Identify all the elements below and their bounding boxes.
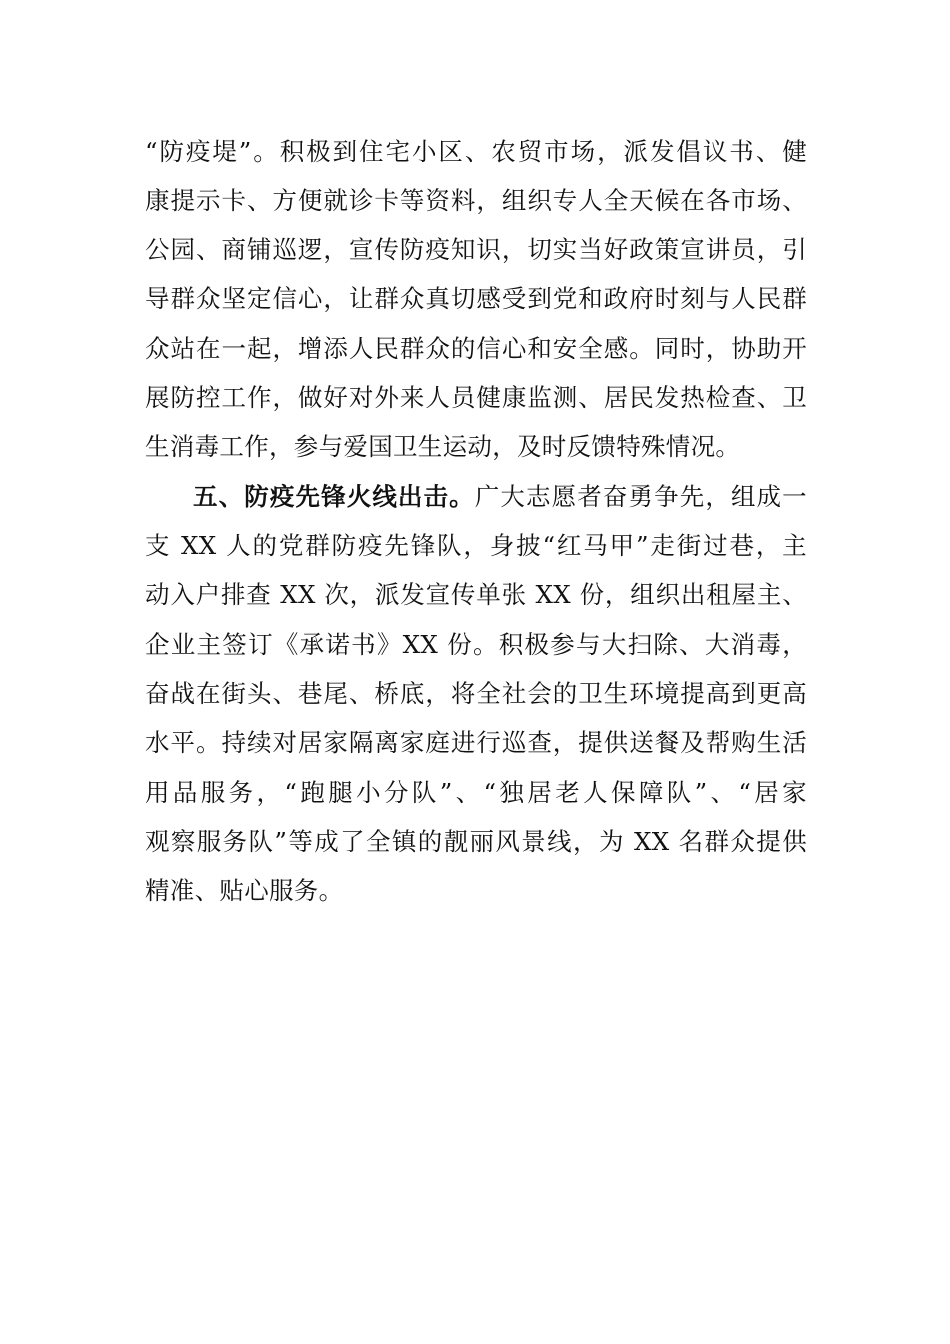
paragraph-1-line-7: 生消毒工作，参与爱国卫生运动，及时反馈特殊情况。	[145, 432, 741, 461]
paragraph-1-line-5: 众站在一起，增添人民群众的信心和安全感。同时，协助开	[145, 334, 807, 363]
paragraph-2-line-3: 动入户排查 XX 次，派发宣传单张 XX 份，组织出租屋主、	[145, 580, 807, 609]
paragraph-1-line-3: 公园、商铺巡逻，宣传防疫知识，切实当好政策宣讲员，引	[145, 235, 807, 264]
paragraph-2-line-9: 精准、贴心服务。	[145, 876, 344, 905]
paragraph-1-line-6: 展防控工作，做好对外来人员健康监测、居民发热检查、卫	[145, 383, 807, 412]
paragraph-2-line-4: 企业主签订《承诺书》XX 份。积极参与大扫除、大消毒，	[145, 630, 807, 659]
paragraph-2-line-6: 水平。持续对居家隔离家庭进行巡查，提供送餐及帮购生活	[145, 728, 807, 757]
paragraph-2-line-1	[193, 477, 807, 517]
paragraph-2-line-1-text: 广大志愿者奋勇争先，组成一	[474, 482, 807, 511]
paragraph-2-line-2: 支 XX 人的党群防疫先锋队，身披“红马甲”走街过巷，主	[145, 531, 807, 560]
paragraph-1-line-1: “防疫堤”。积极到住宅小区、农贸市场，派发倡议书、健	[145, 137, 807, 166]
paragraph-1-line-2: 康提示卡、方便就诊卡等资料，组织专人全天候在各市场、	[145, 186, 807, 215]
paragraph-2-line-8: 观察服务队”等成了全镇的靓丽风景线，为 XX 名群众提供	[145, 827, 807, 856]
paragraph-2-line-7: 用品服务，“跑腿小分队”、“独居老人保障队”、“居家	[145, 778, 807, 807]
paragraph-1-line-4: 导群众坚定信心，让群众真切感受到党和政府时刻与人民群	[145, 284, 807, 313]
paragraph-2-line-5: 奋战在街头、巷尾、桥底，将全社会的卫生环境提高到更高	[145, 679, 807, 708]
section-heading: 五、防疫先锋火线出击。	[193, 482, 475, 511]
